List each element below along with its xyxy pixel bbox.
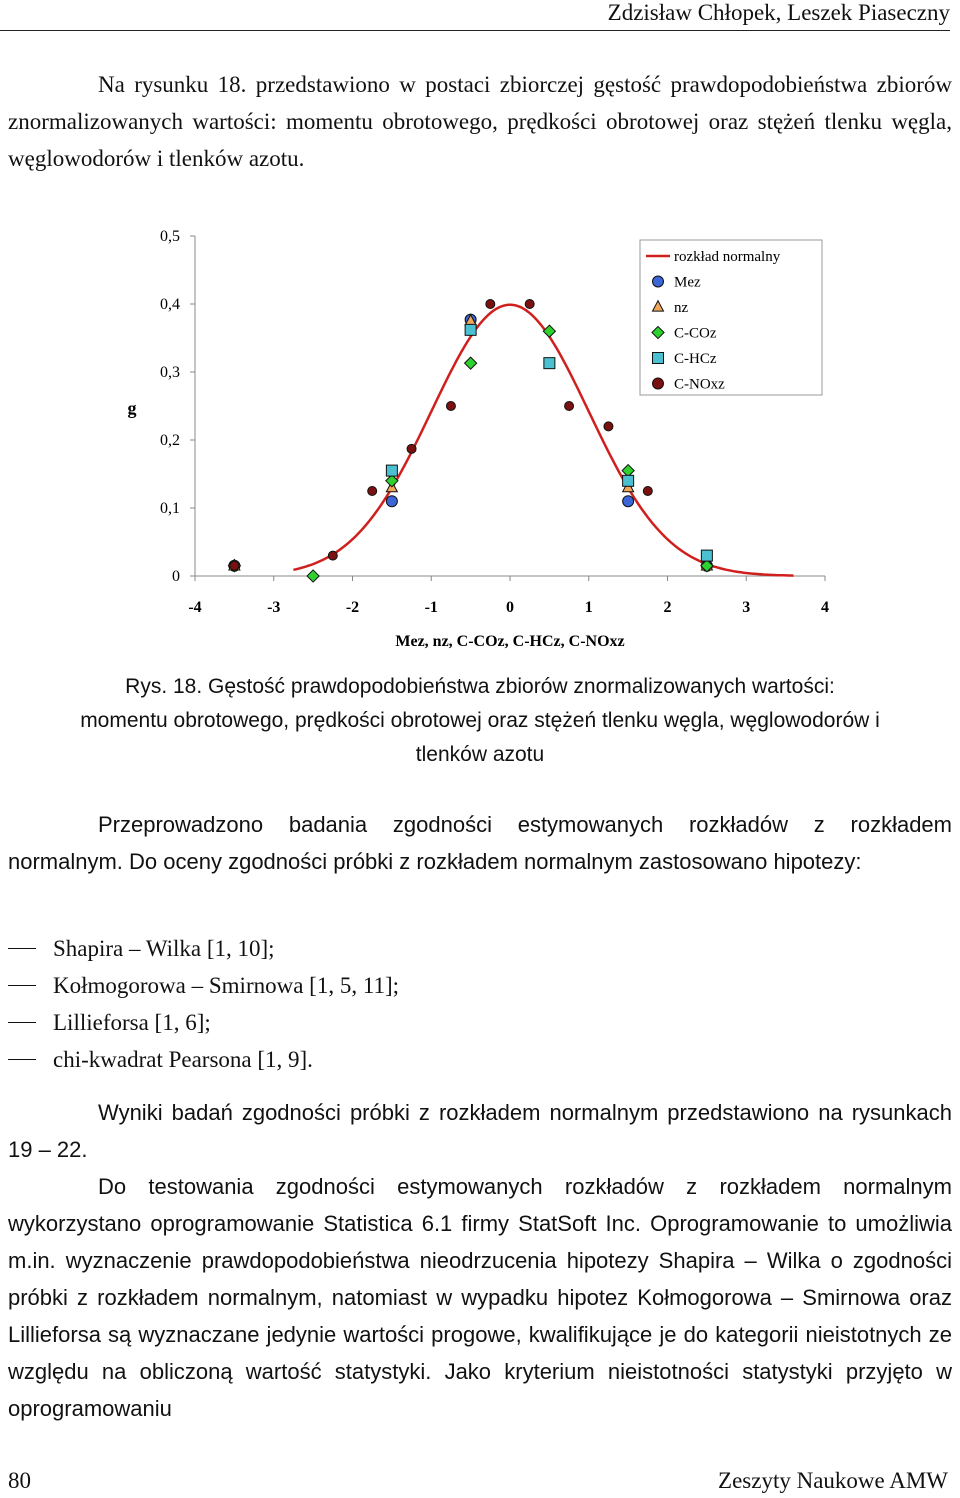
- data-point-c-noxz: [446, 402, 455, 411]
- y-tick-label: 0,2: [160, 432, 180, 449]
- dash-bullet: [8, 1022, 36, 1023]
- data-point-c-coz: [465, 357, 477, 369]
- y-tick-label: 0,1: [160, 500, 180, 517]
- hypotheses-list: [8, 930, 399, 1078]
- density-chart: [110, 216, 840, 656]
- x-tick-label: 1: [584, 599, 593, 616]
- legend-label: Mez: [674, 274, 701, 291]
- x-tick-label: 3: [742, 599, 751, 616]
- list-item: [8, 1004, 399, 1041]
- header-authors: Zdzisław Chłopek, Leszek Piaseczny: [607, 0, 950, 25]
- dash-bullet: [8, 1059, 36, 1060]
- data-point-c-noxz: [525, 300, 534, 309]
- data-point-c-coz: [543, 325, 555, 337]
- data-point-mez: [623, 496, 634, 507]
- x-tick-label: -1: [424, 599, 438, 616]
- data-point-c-coz: [307, 570, 319, 582]
- legend-label: C-NOxz: [674, 376, 725, 393]
- dash-bullet: [8, 948, 36, 949]
- y-tick-label: 0,4: [160, 296, 180, 313]
- data-point-c-noxz: [643, 487, 652, 496]
- y-tick-label: 0,5: [160, 228, 180, 245]
- data-point-c-noxz: [368, 487, 377, 496]
- list-item-text: Lillieforsa [1, 6];: [53, 1010, 211, 1035]
- x-tick-label: -4: [188, 599, 202, 616]
- y-tick-label: 0: [172, 568, 180, 585]
- data-point-c-noxz: [604, 422, 613, 431]
- list-item: [8, 1041, 399, 1078]
- data-point-c-hcz: [465, 324, 476, 335]
- tests-paragraph: Przeprowadzono badania zgodności estymowanych rozkładów z rozkładem normalnym. Do oceny zgodności próbki z rozkładem normalnym zastosowano hipotezy:: [8, 812, 952, 874]
- legend-swatch: [653, 276, 664, 287]
- x-tick-label: 0: [506, 599, 514, 616]
- data-point-c-noxz: [565, 402, 574, 411]
- data-point-mez: [386, 496, 397, 507]
- list-item-text: chi-kwadrat Pearsona [1, 9].: [53, 1047, 313, 1072]
- x-tick-label: 4: [821, 599, 829, 616]
- journal-name: Zeszyty Naukowe AMW: [718, 1468, 948, 1493]
- x-tick-label: -3: [267, 599, 281, 616]
- list-item: [8, 967, 399, 1004]
- page-number: 80: [8, 1468, 31, 1493]
- legend-label: nz: [674, 300, 689, 316]
- data-point-c-hcz: [544, 358, 555, 369]
- y-axis-label: g: [127, 398, 137, 418]
- x-tick-label: -2: [345, 599, 360, 616]
- data-point-c-noxz: [230, 561, 239, 570]
- figure-caption: Rys. 18. Gęstość prawdopodobieństwa zbiorów znormalizowanych wartości: momentu obrotowego, prędkości obrotowej oraz stężeń tlenku węgla, węglowodorów i tlenków azotu: [80, 675, 880, 766]
- y-tick-label: 0,3: [160, 364, 180, 381]
- page-header: [0, 0, 950, 31]
- legend-swatch: [653, 378, 664, 389]
- x-tick-label: 2: [663, 599, 672, 616]
- legend-label: C-COz: [674, 325, 717, 342]
- intro-paragraph: Na rysunku 18. przedstawiono w postaci zbiorczej gęstość prawdopodobieństwa zbiorów znormalizowanych wartości: momentu obrotowego, prędkości obrotowej oraz stężeń tlenku węgla, węglowodorów i tlenków azotu.: [8, 72, 952, 171]
- software-paragraph: Do testowania zgodności estymowanych rozkładów z rozkładem normalnym wykorzystano oprogramowanie Statistica 6.1 firmy StatSoft Inc. Oprogramowanie to umożliwia m.in. wyznaczenie prawdopodobieństwa nieodrzucenia hipotezy Shapira – Wilka o zgodności próbki z rozkładem normalnym, natomiast w wypadku hipotez Kołmogorowa – Smirnowa oraz Lillieforsa są wyznaczane jedynie wartości progowe, kwalifikujące je do kategorii nieistotnych ze względu na obliczoną wartość statystyki. Jako kryterium nieistotności statystyki przyjęto w oprogramowaniu: [8, 1174, 952, 1421]
- data-point-c-hcz: [623, 475, 634, 486]
- list-item-text: Shapira – Wilka [1, 10];: [53, 936, 275, 961]
- data-point-c-noxz: [328, 551, 337, 560]
- data-point-c-hcz: [386, 465, 397, 476]
- data-point-c-noxz: [486, 300, 495, 309]
- x-axis-label: Mez, nz, C-COz, C-HCz, C-NOxz: [395, 633, 625, 650]
- data-point-c-hcz: [701, 550, 712, 561]
- results-paragraph: Wyniki badań zgodności próbki z rozkładem normalnym przedstawiono na rysunkach 19 – 22.: [8, 1100, 952, 1162]
- data-point-c-noxz: [407, 444, 416, 453]
- legend-label: C-HCz: [674, 351, 717, 367]
- legend-swatch: [653, 353, 664, 364]
- list-item-text: Kołmogorowa – Smirnowa [1, 5, 11];: [53, 973, 400, 998]
- dash-bullet: [8, 985, 36, 986]
- list-item: [8, 930, 399, 967]
- legend-label: rozkład normalny: [674, 249, 781, 265]
